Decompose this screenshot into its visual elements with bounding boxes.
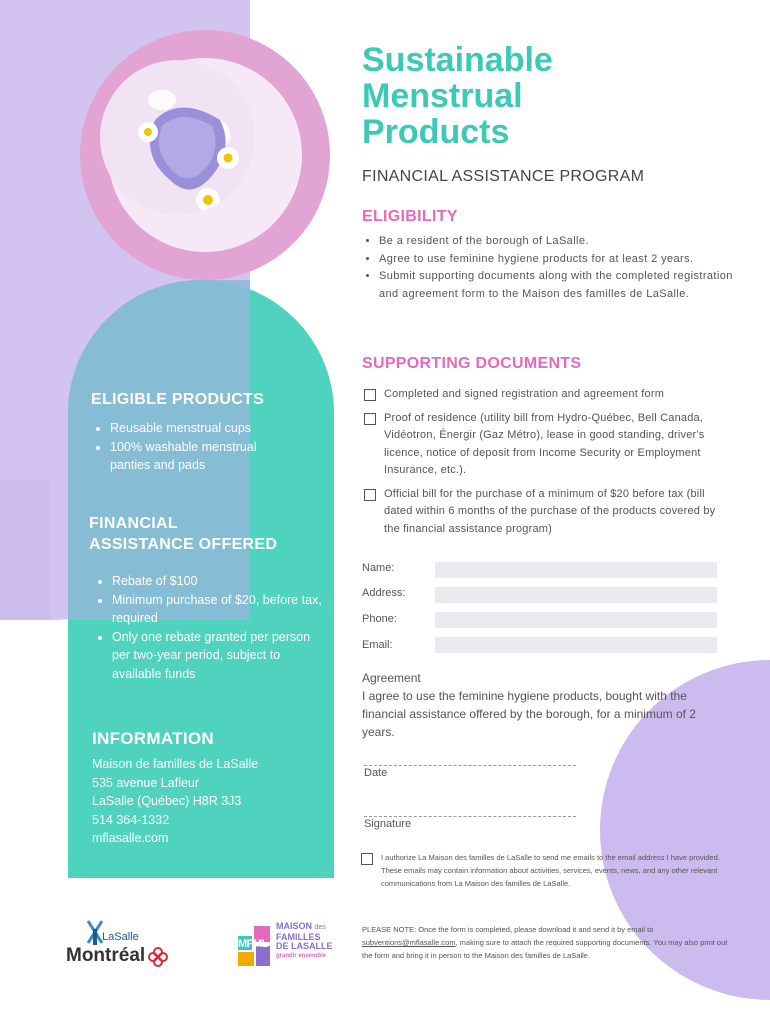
checkbox[interactable] — [364, 389, 376, 401]
phone-label: Phone: — [362, 613, 397, 625]
maison-wordmark: MAISON des FAMILLES DE LASALLE grandir ensemble — [276, 921, 333, 959]
financial-assistance-heading — [89, 513, 277, 555]
email-field[interactable] — [435, 637, 717, 653]
heading-line: ASSISTANCE OFFERED — [89, 536, 278, 553]
heading-line: FINANCIAL — [89, 515, 178, 532]
information-heading: INFORMATION — [92, 729, 214, 748]
checklist-item[interactable] — [364, 386, 716, 404]
eligible-products-heading: ELIGIBLE PRODUCTS — [91, 391, 265, 408]
signature-label: Signature — [364, 818, 412, 830]
organization-name: Maison de familles de LaSalle — [92, 757, 259, 771]
eligible-products-list — [90, 419, 300, 475]
menstrual-pad-illustration — [100, 60, 255, 215]
mfml-letters: MFML — [238, 938, 268, 950]
title-line-1: Sustainable — [362, 41, 553, 79]
note-intro: PLEASE NOTE: Once the form is completed, please download it and send it by email to — [362, 925, 654, 934]
eligibility-list — [362, 233, 739, 303]
checkbox[interactable] — [364, 413, 376, 425]
page-title — [362, 42, 662, 150]
email-link[interactable]: subventions@mflasalle.com — [362, 938, 456, 947]
phone-field[interactable] — [435, 612, 717, 628]
list-item: • Submit supporting documents along with the completed registration and agreement form to the Maison des familles de LaSalle. — [379, 268, 739, 303]
title-line-3: Products — [362, 113, 510, 151]
supporting-documents-heading: SUPPORTING DOCUMENTS — [362, 355, 582, 372]
checklist-item[interactable] — [364, 410, 716, 480]
list-item: • Reusable menstrual cups — [110, 419, 300, 438]
checklist-item-label: Official bill for the purchase of a minimum of $20 before tax (bill dated within 6 months of the purchase of the products covered by the financial assistance program) — [384, 487, 716, 535]
date-label: Date — [364, 767, 388, 779]
list-item: • 100% washable menstrual panties and pads — [110, 438, 300, 475]
checklist-item[interactable] — [364, 486, 716, 539]
checklist-item-label: Completed and signed registration and agreement form — [384, 388, 665, 400]
phone-number: 514 364-1332 — [92, 812, 170, 827]
financial-assistance-list — [92, 572, 322, 683]
list-item: • Rebate of $100 — [112, 572, 322, 591]
signature-line[interactable] — [364, 816, 576, 817]
city-line: LaSalle (Québec) H8R 3J3 — [92, 794, 242, 808]
website-link[interactable]: mflasalle.com — [92, 831, 169, 845]
address-label: Address: — [362, 587, 406, 599]
checklist-item-label: Proof of residence (utility bill from Hydro-Québec, Bell Canada, Vidéotron, Énergir (Gaz Métro), lease in good standing, driver's licence, notice of deposit from Income Security or Employment Insurance, etc.). — [384, 411, 705, 476]
lasalle-wordmark: LaSalle — [102, 931, 139, 943]
list-item: • Agree to use feminine hygiene products for at least 2 years. — [379, 251, 739, 269]
email-label: Email: — [362, 639, 393, 651]
program-subtitle: FINANCIAL ASSISTANCE PROGRAM — [362, 168, 645, 185]
address-line: 535 avenue Lafleur — [92, 775, 200, 790]
montreal-wordmark: Montréal — [66, 945, 146, 966]
name-label: Name: — [362, 562, 395, 574]
supporting-documents-list — [364, 386, 716, 538]
montreal-rosette-icon — [148, 947, 168, 967]
checkbox[interactable] — [364, 489, 376, 501]
maison-familles-logo — [236, 922, 336, 972]
address-field[interactable] — [435, 587, 717, 603]
information-block — [92, 755, 258, 848]
note-text — [362, 923, 732, 962]
background-lavender-strip — [0, 480, 50, 620]
title-line-2: Menstrual — [362, 77, 523, 115]
consent-checkbox[interactable] — [361, 853, 373, 865]
name-field[interactable] — [435, 562, 717, 578]
montreal-lasalle-logo — [66, 917, 176, 972]
list-item: • Be a resident of the borough of LaSalle. — [379, 233, 739, 251]
eligibility-heading: ELIGIBILITY — [362, 208, 458, 225]
note-rest: , making sure to attach the required supporting documents. You may also print out the form and bring it in person to the Maison des familles de LaSalle. — [362, 938, 728, 960]
list-item: • Minimum purchase of $20, before tax, required — [112, 591, 322, 628]
consent-text: I authorize La Maison des familles de LaSalle to send me emails to the email address I have provided. These emails may contain information about activities, services, events, news, and any other relevant communications from La Maison des familles de LaSalle. — [381, 853, 720, 888]
agreement-section — [362, 669, 722, 741]
agreement-heading: Agreement — [362, 671, 421, 685]
date-line[interactable] — [364, 765, 576, 766]
agreement-text: I agree to use the feminine hygiene products, bought with the financial assistance offered by the borough, for a minimum of 2 years. — [362, 689, 696, 739]
list-item: • Only one rebate granted per person per two-year period, subject to available funds — [112, 628, 322, 684]
product-photo — [100, 60, 255, 215]
